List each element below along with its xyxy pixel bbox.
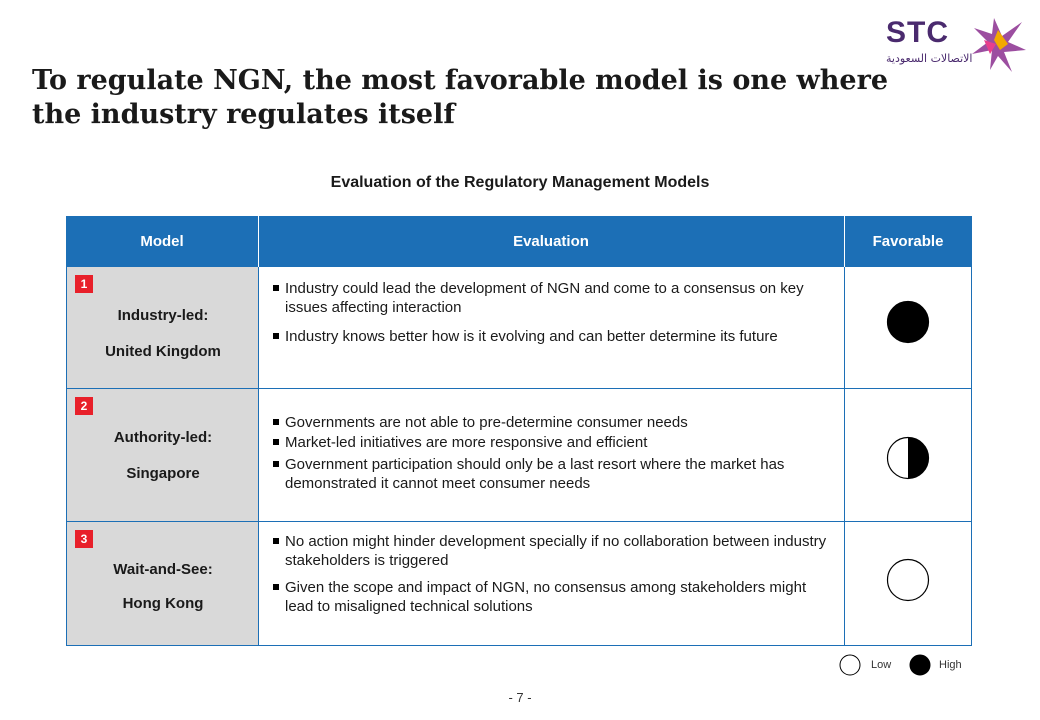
evaluation-bullet: Industry could lead the development of NGN and come to a consensus on key issues affecting interaction bbox=[271, 279, 831, 317]
evaluation-table bbox=[66, 267, 972, 646]
row-number-badge: 2 bbox=[75, 397, 93, 415]
bullet-square-icon bbox=[273, 538, 279, 544]
page-title: To regulate NGN, the most favorable model is one where the industry regulates itself bbox=[32, 65, 888, 130]
logo-star-icon bbox=[964, 10, 1028, 76]
favorable-cell bbox=[845, 267, 971, 388]
evaluation-cell bbox=[259, 267, 845, 388]
row-number-badge: 3 bbox=[75, 530, 93, 548]
model-country: Hong Kong bbox=[122, 595, 204, 612]
legend-high-label: High bbox=[939, 659, 962, 671]
evaluation-bullet: Given the scope and impact of NGN, no consensus among stakeholders might lead to misaligned technical solutions bbox=[271, 578, 831, 616]
harvey-ball-empty-icon bbox=[886, 558, 930, 602]
page-number: - 7 - bbox=[508, 690, 532, 705]
header-divider bbox=[844, 216, 845, 267]
bullet-square-icon bbox=[273, 285, 279, 291]
row-number-badge: 1 bbox=[75, 275, 93, 293]
header-favorable: Favorable bbox=[872, 233, 944, 250]
stc-logo bbox=[880, 10, 1030, 76]
legend-low-ball-icon bbox=[839, 654, 861, 676]
evaluation-bullet: Governments are not able to pre-determine consumer needs bbox=[271, 413, 831, 432]
harvey-ball-full-icon bbox=[886, 300, 930, 344]
logo-arabic-text: الاتصالات السعودية bbox=[886, 52, 973, 65]
favorable-cell bbox=[845, 389, 971, 521]
model-type: Industry-led: bbox=[117, 307, 209, 324]
bullet-square-icon bbox=[273, 584, 279, 590]
model-cell bbox=[67, 522, 259, 645]
legend-high-ball-icon bbox=[909, 654, 931, 676]
model-type: Authority-led: bbox=[113, 429, 213, 446]
logo-wordmark: STC bbox=[886, 16, 949, 49]
evaluation-cell bbox=[259, 389, 845, 521]
bullet-square-icon bbox=[273, 461, 279, 467]
model-country: United Kingdom bbox=[105, 343, 221, 360]
header-evaluation: Evaluation bbox=[513, 233, 589, 250]
model-type: Wait-and-See: bbox=[113, 561, 213, 578]
harvey-ball-half-icon bbox=[886, 436, 930, 480]
model-cell bbox=[67, 389, 259, 521]
table-caption: Evaluation of the Regulatory Management Models bbox=[330, 174, 710, 191]
model-cell bbox=[67, 267, 259, 388]
model-country: Singapore bbox=[126, 465, 200, 482]
table-row bbox=[67, 522, 971, 645]
evaluation-cell bbox=[259, 522, 845, 645]
table-row bbox=[67, 267, 971, 389]
evaluation-bullet: Government participation should only be a last resort where the market has demonstrated it cannot meet consumer needs bbox=[271, 455, 831, 493]
evaluation-bullet: Market-led initiatives are more responsive and efficient bbox=[271, 433, 831, 452]
legend-low-label: Low bbox=[871, 659, 892, 671]
bullet-square-icon bbox=[273, 419, 279, 425]
bullet-square-icon bbox=[273, 333, 279, 339]
bullet-square-icon bbox=[273, 439, 279, 445]
table-header bbox=[66, 216, 972, 267]
table-row bbox=[67, 389, 971, 522]
evaluation-bullet: No action might hinder development specially if no collaboration between industry stakeholders is triggered bbox=[271, 532, 831, 570]
favorable-cell bbox=[845, 522, 971, 645]
evaluation-bullet: Industry knows better how is it evolving and can better determine its future bbox=[271, 327, 831, 346]
header-divider bbox=[258, 216, 259, 267]
header-model: Model bbox=[140, 233, 184, 250]
